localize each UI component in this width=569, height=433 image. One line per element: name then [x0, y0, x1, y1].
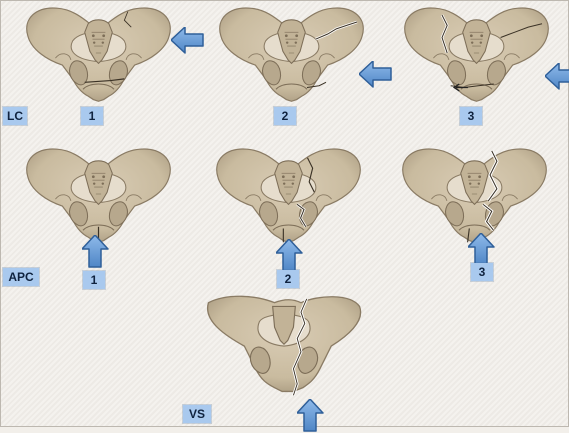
- apc-1-force-arrow: [82, 235, 110, 269]
- lc-mechanism-label: LC: [3, 107, 27, 125]
- lc-2-force-arrow: [359, 61, 393, 89]
- pelvis-lc-1: [11, 3, 186, 103]
- pelvis-apc-3: [387, 144, 562, 244]
- lc-1-force-arrow: [171, 27, 205, 55]
- vs-force-arrow: [297, 399, 325, 433]
- apc-1-number-label: 1: [83, 271, 105, 289]
- pelvis-lc-3: [389, 3, 564, 103]
- apc-mechanism-label: APC: [3, 268, 39, 286]
- apc-2-force-arrow: [276, 239, 304, 273]
- apc-3-number-label: 3: [471, 263, 493, 281]
- pelvis-apc-2: [201, 144, 376, 244]
- apc-3-force-arrow: [468, 233, 496, 267]
- pelvis-apc-1: [11, 144, 186, 244]
- pelvis-lc-2: [204, 3, 379, 103]
- pelvis-vs: [199, 293, 369, 403]
- lc-2-number-label: 2: [274, 107, 296, 125]
- apc-2-number-label: 2: [277, 270, 299, 288]
- lc-1-number-label: 1: [81, 107, 103, 125]
- vs-mechanism-label: VS: [183, 405, 211, 423]
- lc-3-number-label: 3: [460, 107, 482, 125]
- lc-3-force-arrow: [545, 63, 569, 91]
